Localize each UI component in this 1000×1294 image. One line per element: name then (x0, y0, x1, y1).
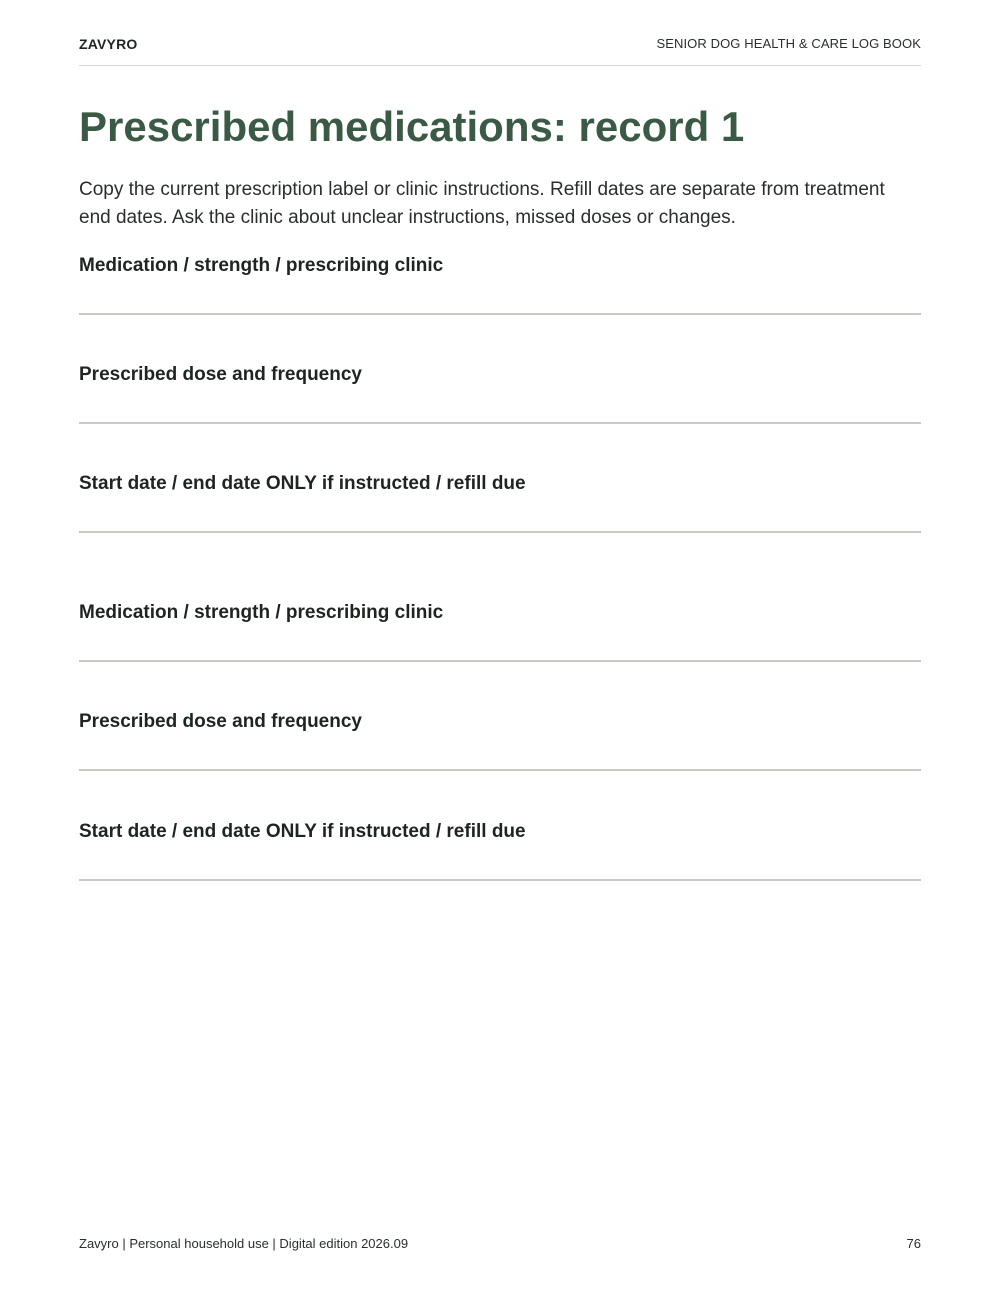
dose-frequency-field (79, 711, 921, 771)
dose-frequency-write-area[interactable] (79, 388, 921, 422)
dose-frequency-write-area[interactable] (79, 735, 921, 769)
write-line (79, 531, 921, 533)
page-header (79, 36, 921, 66)
field-label: Medication / strength / prescribing clinic (79, 255, 444, 276)
medication-field (79, 255, 921, 315)
brand-name: ZAVYRO (79, 36, 138, 52)
write-line (79, 769, 921, 771)
page-number: 76 (906, 1236, 921, 1251)
dates-write-area[interactable] (79, 497, 921, 531)
page-footer (79, 1236, 921, 1251)
write-line (79, 660, 921, 662)
book-title: SENIOR DOG HEALTH & CARE LOG BOOK (656, 36, 921, 51)
medication-write-area[interactable] (79, 279, 921, 313)
write-line (79, 422, 921, 424)
dates-field (79, 821, 921, 881)
write-line (79, 313, 921, 315)
intro-text: Copy the current prescription label or clinic instructions. Refill dates are separate from treatment end dates. Ask the clinic about unclear instructions, missed doses or changes. (79, 179, 885, 228)
dates-write-area[interactable] (79, 845, 921, 879)
log-book-page (79, 0, 921, 1294)
field-label: Start date / end date ONLY if instructed / refill due (79, 821, 526, 842)
field-label: Prescribed dose and frequency (79, 711, 362, 732)
field-label: Medication / strength / prescribing clinic (79, 602, 444, 623)
field-label: Start date / end date ONLY if instructed / refill due (79, 473, 526, 494)
medication-field (79, 602, 921, 662)
edition-info: Zavyro | Personal household use | Digital edition 2026.09 (79, 1236, 409, 1251)
write-line (79, 879, 921, 881)
dose-frequency-field (79, 364, 921, 424)
field-label: Prescribed dose and frequency (79, 364, 362, 385)
dates-field (79, 473, 921, 533)
page-title: Prescribed medications: record 1 (79, 103, 745, 150)
medication-write-area[interactable] (79, 626, 921, 660)
